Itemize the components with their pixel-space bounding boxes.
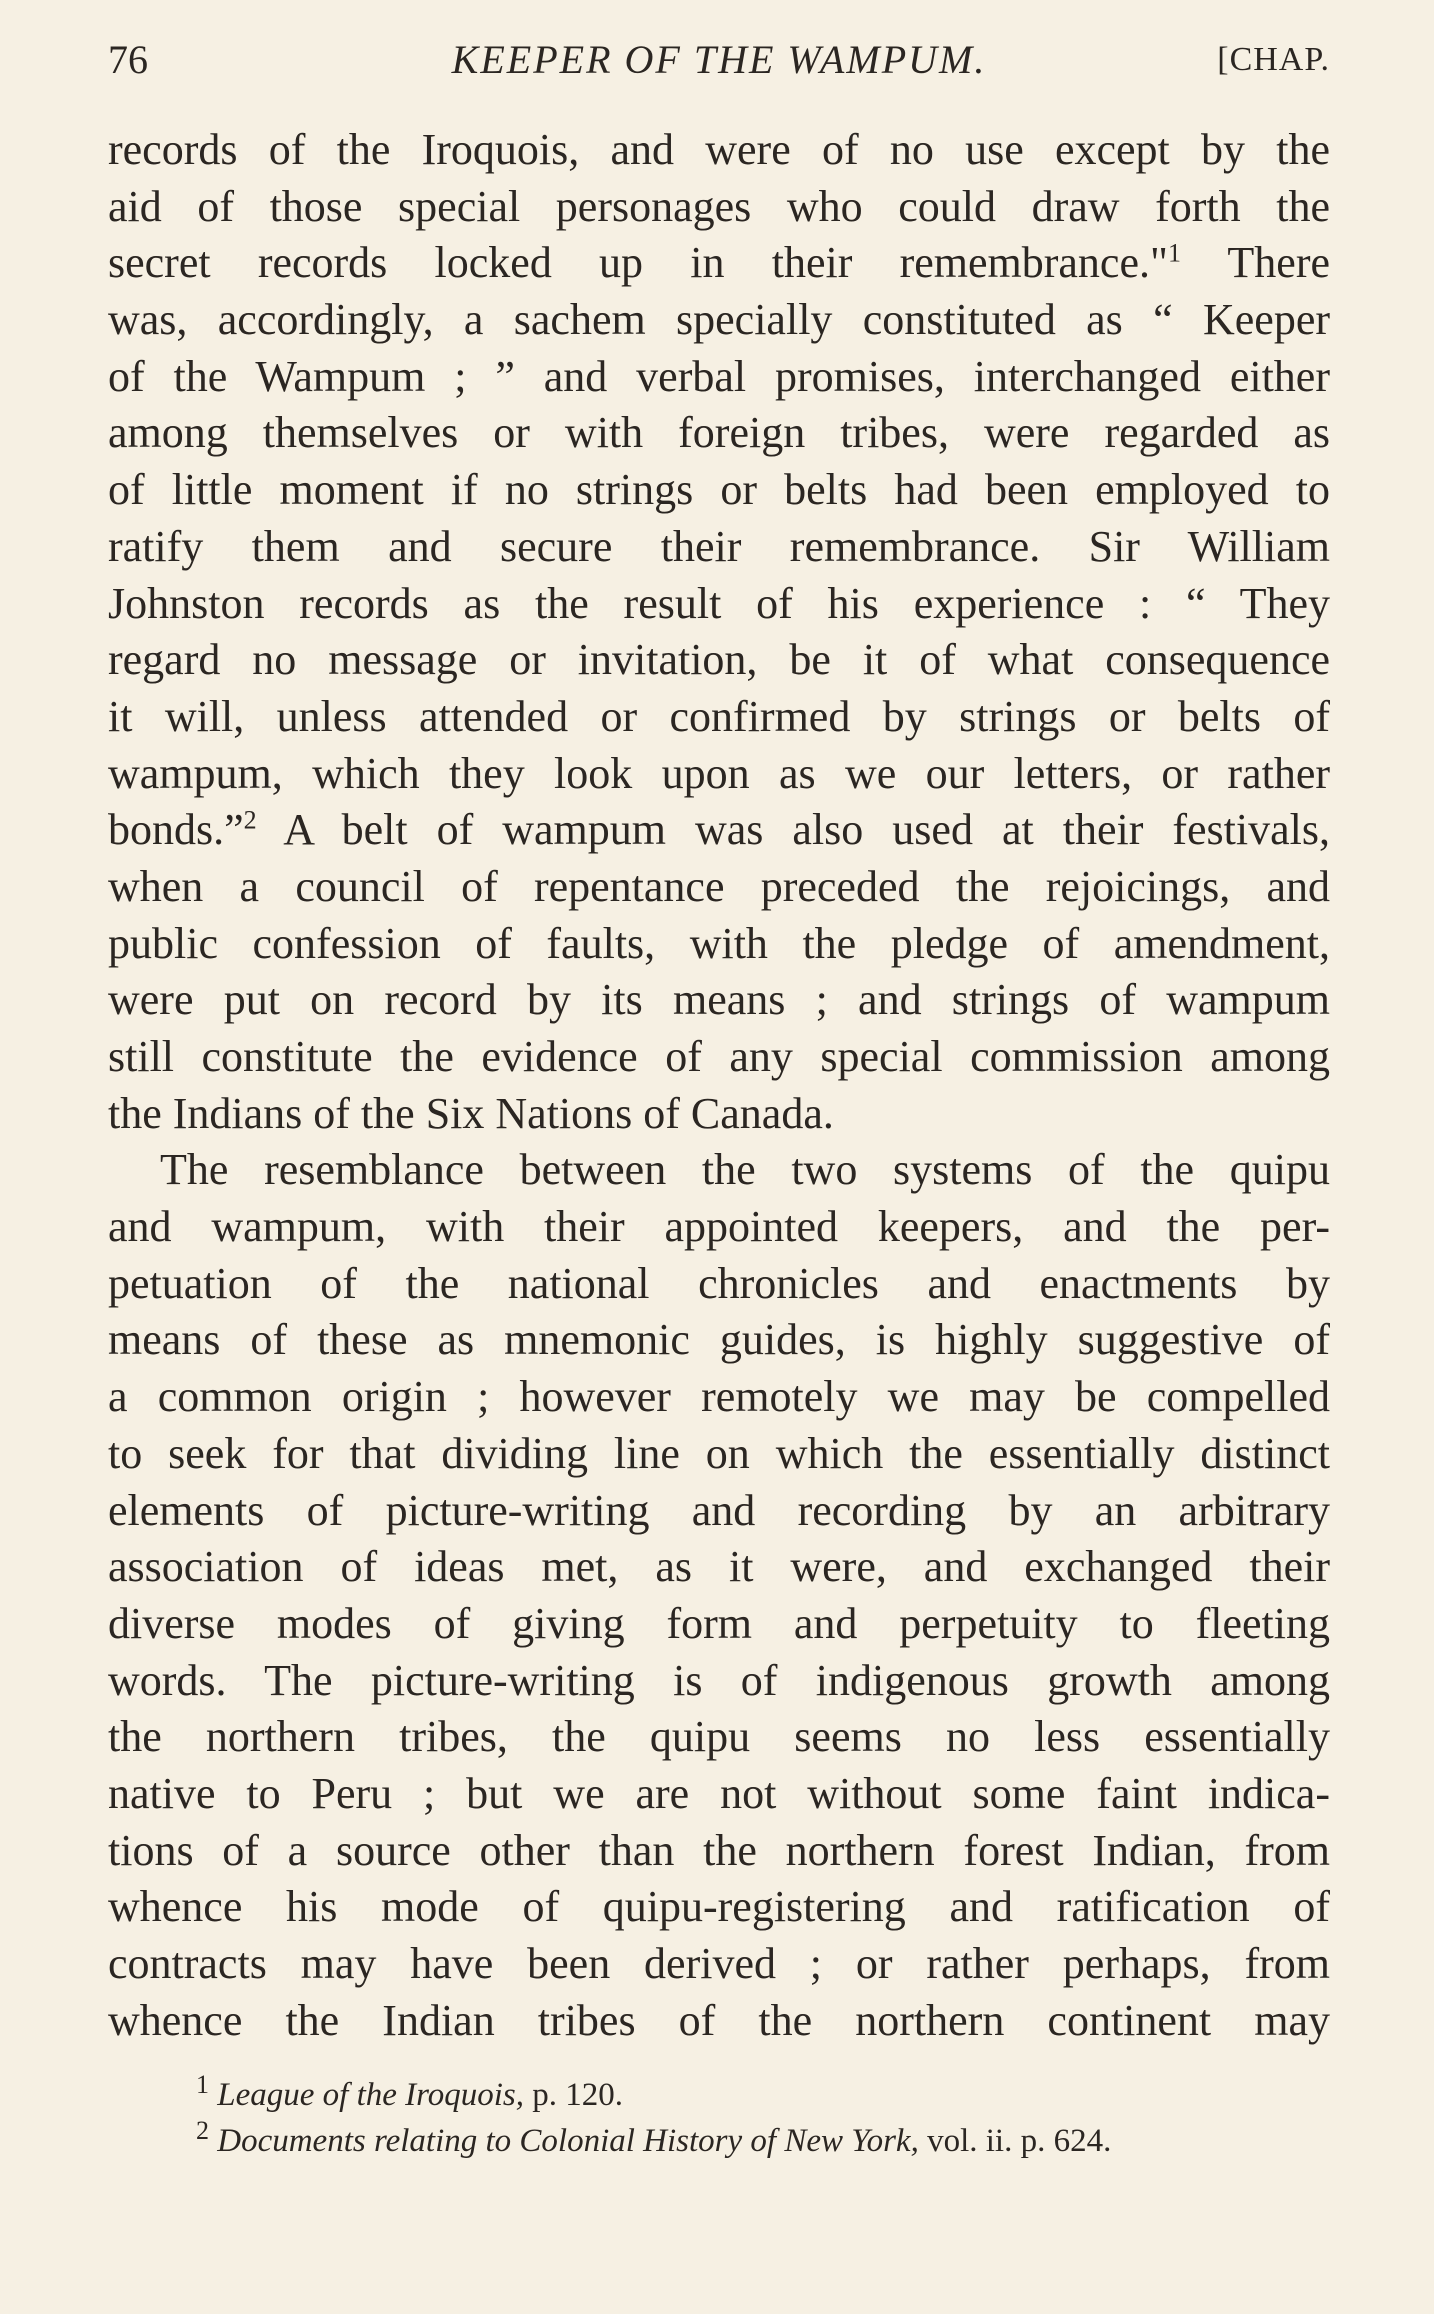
text-line: it will, unless attended or confirmed by strings or belts of bbox=[108, 691, 1330, 741]
footnote-2: $^2$ Documents relating to Colonial History of New York, vol. ii. p. 624. bbox=[196, 2116, 1112, 2159]
page-number: 76 bbox=[108, 37, 148, 82]
text-line: still constitute the evidence of any special commission among bbox=[108, 1032, 1330, 1081]
text-line: to seek for that dividing line on which the essentially distinct bbox=[108, 1428, 1330, 1478]
text-line: bonds.”$^2$ A belt of wampum was also used at their festivals, bbox=[108, 805, 1330, 855]
text-line: regard no message or invitation, be it of what consequence bbox=[108, 635, 1330, 685]
text-line: aid of those special personages who could draw forth the bbox=[108, 181, 1330, 231]
text-line: the northern tribes, the quipu seems no less essentially bbox=[108, 1712, 1330, 1762]
text-line: contracts may have been derived ; or rather perhaps, from bbox=[108, 1939, 1330, 1988]
text-line: of little moment if no strings or belts had been employed to bbox=[108, 465, 1330, 515]
text-line: tions of a source other than the northern forest Indian, from bbox=[108, 1825, 1330, 1875]
text-line: were put on record by its means ; and strings of wampum bbox=[108, 975, 1330, 1025]
text-line: among themselves or with foreign tribes, were regarded as bbox=[108, 408, 1330, 458]
text-line: means of these as mnemonic guides, is highly suggestive of bbox=[108, 1315, 1330, 1365]
text-line: wampum, which they look upon as we our letters, or rather bbox=[108, 748, 1330, 798]
text-line: a common origin ; however remotely we may be compelled bbox=[108, 1372, 1330, 1422]
body-text bbox=[108, 122, 1330, 2049]
text-line: native to Peru ; but we are not without some faint indica- bbox=[108, 1768, 1330, 1818]
footnote-1: $^1$ League of the Iroquois, p. 120. bbox=[196, 2070, 623, 2113]
paragraph-start-line: The resemblance between the two systems of the quipu bbox=[160, 1145, 1330, 1195]
text-line: records of the Iroquois, and were of no use except by the bbox=[108, 125, 1330, 174]
text-line: petuation of the national chronicles and enactments by bbox=[108, 1258, 1330, 1308]
text-line: Johnston records as the result of his experience : “ They bbox=[108, 578, 1330, 628]
text-line: whence his mode of quipu-registering and ratification of bbox=[108, 1882, 1330, 1932]
page-header bbox=[108, 30, 1330, 90]
text-line: ratify them and secure their remembrance. Sir William bbox=[108, 521, 1330, 571]
text-line: diverse modes of giving form and perpetuity to fleeting bbox=[108, 1598, 1330, 1648]
text-line: when a council of repentance preceded the rejoicings, and bbox=[108, 861, 1330, 911]
footnotes bbox=[196, 2072, 1330, 2164]
footnote-ref-1: 1 bbox=[1167, 238, 1181, 268]
text-line: secret records locked up in their remembrance."$^1$ There bbox=[108, 238, 1330, 288]
text-line: public confession of faults, with the pledge of amendment, bbox=[108, 918, 1330, 968]
text-line: whence the Indian tribes of the northern continent may bbox=[108, 1995, 1330, 2045]
text-line: the Indians of the Six Nations of Canada. bbox=[108, 1088, 834, 1138]
text-line: of the Wampum ; ” and verbal promises, interchanged either bbox=[108, 351, 1330, 401]
text-line: elements of picture-writing and recording by an arbitrary bbox=[108, 1485, 1330, 1535]
footnote-ref-2: 2 bbox=[243, 805, 257, 835]
chapter-marker: [CHAP. bbox=[1217, 41, 1330, 78]
text-line: and wampum, with their appointed keepers, and the per- bbox=[108, 1202, 1330, 1252]
text-line: was, accordingly, a sachem specially constituted as “ Keeper bbox=[108, 295, 1330, 345]
running-title: KEEPER OF THE WAMPUM. bbox=[451, 37, 987, 82]
text-line: words. The picture-writing is of indigenous growth among bbox=[108, 1655, 1330, 1705]
text-line: association of ideas met, as it were, and exchanged their bbox=[108, 1542, 1330, 1592]
